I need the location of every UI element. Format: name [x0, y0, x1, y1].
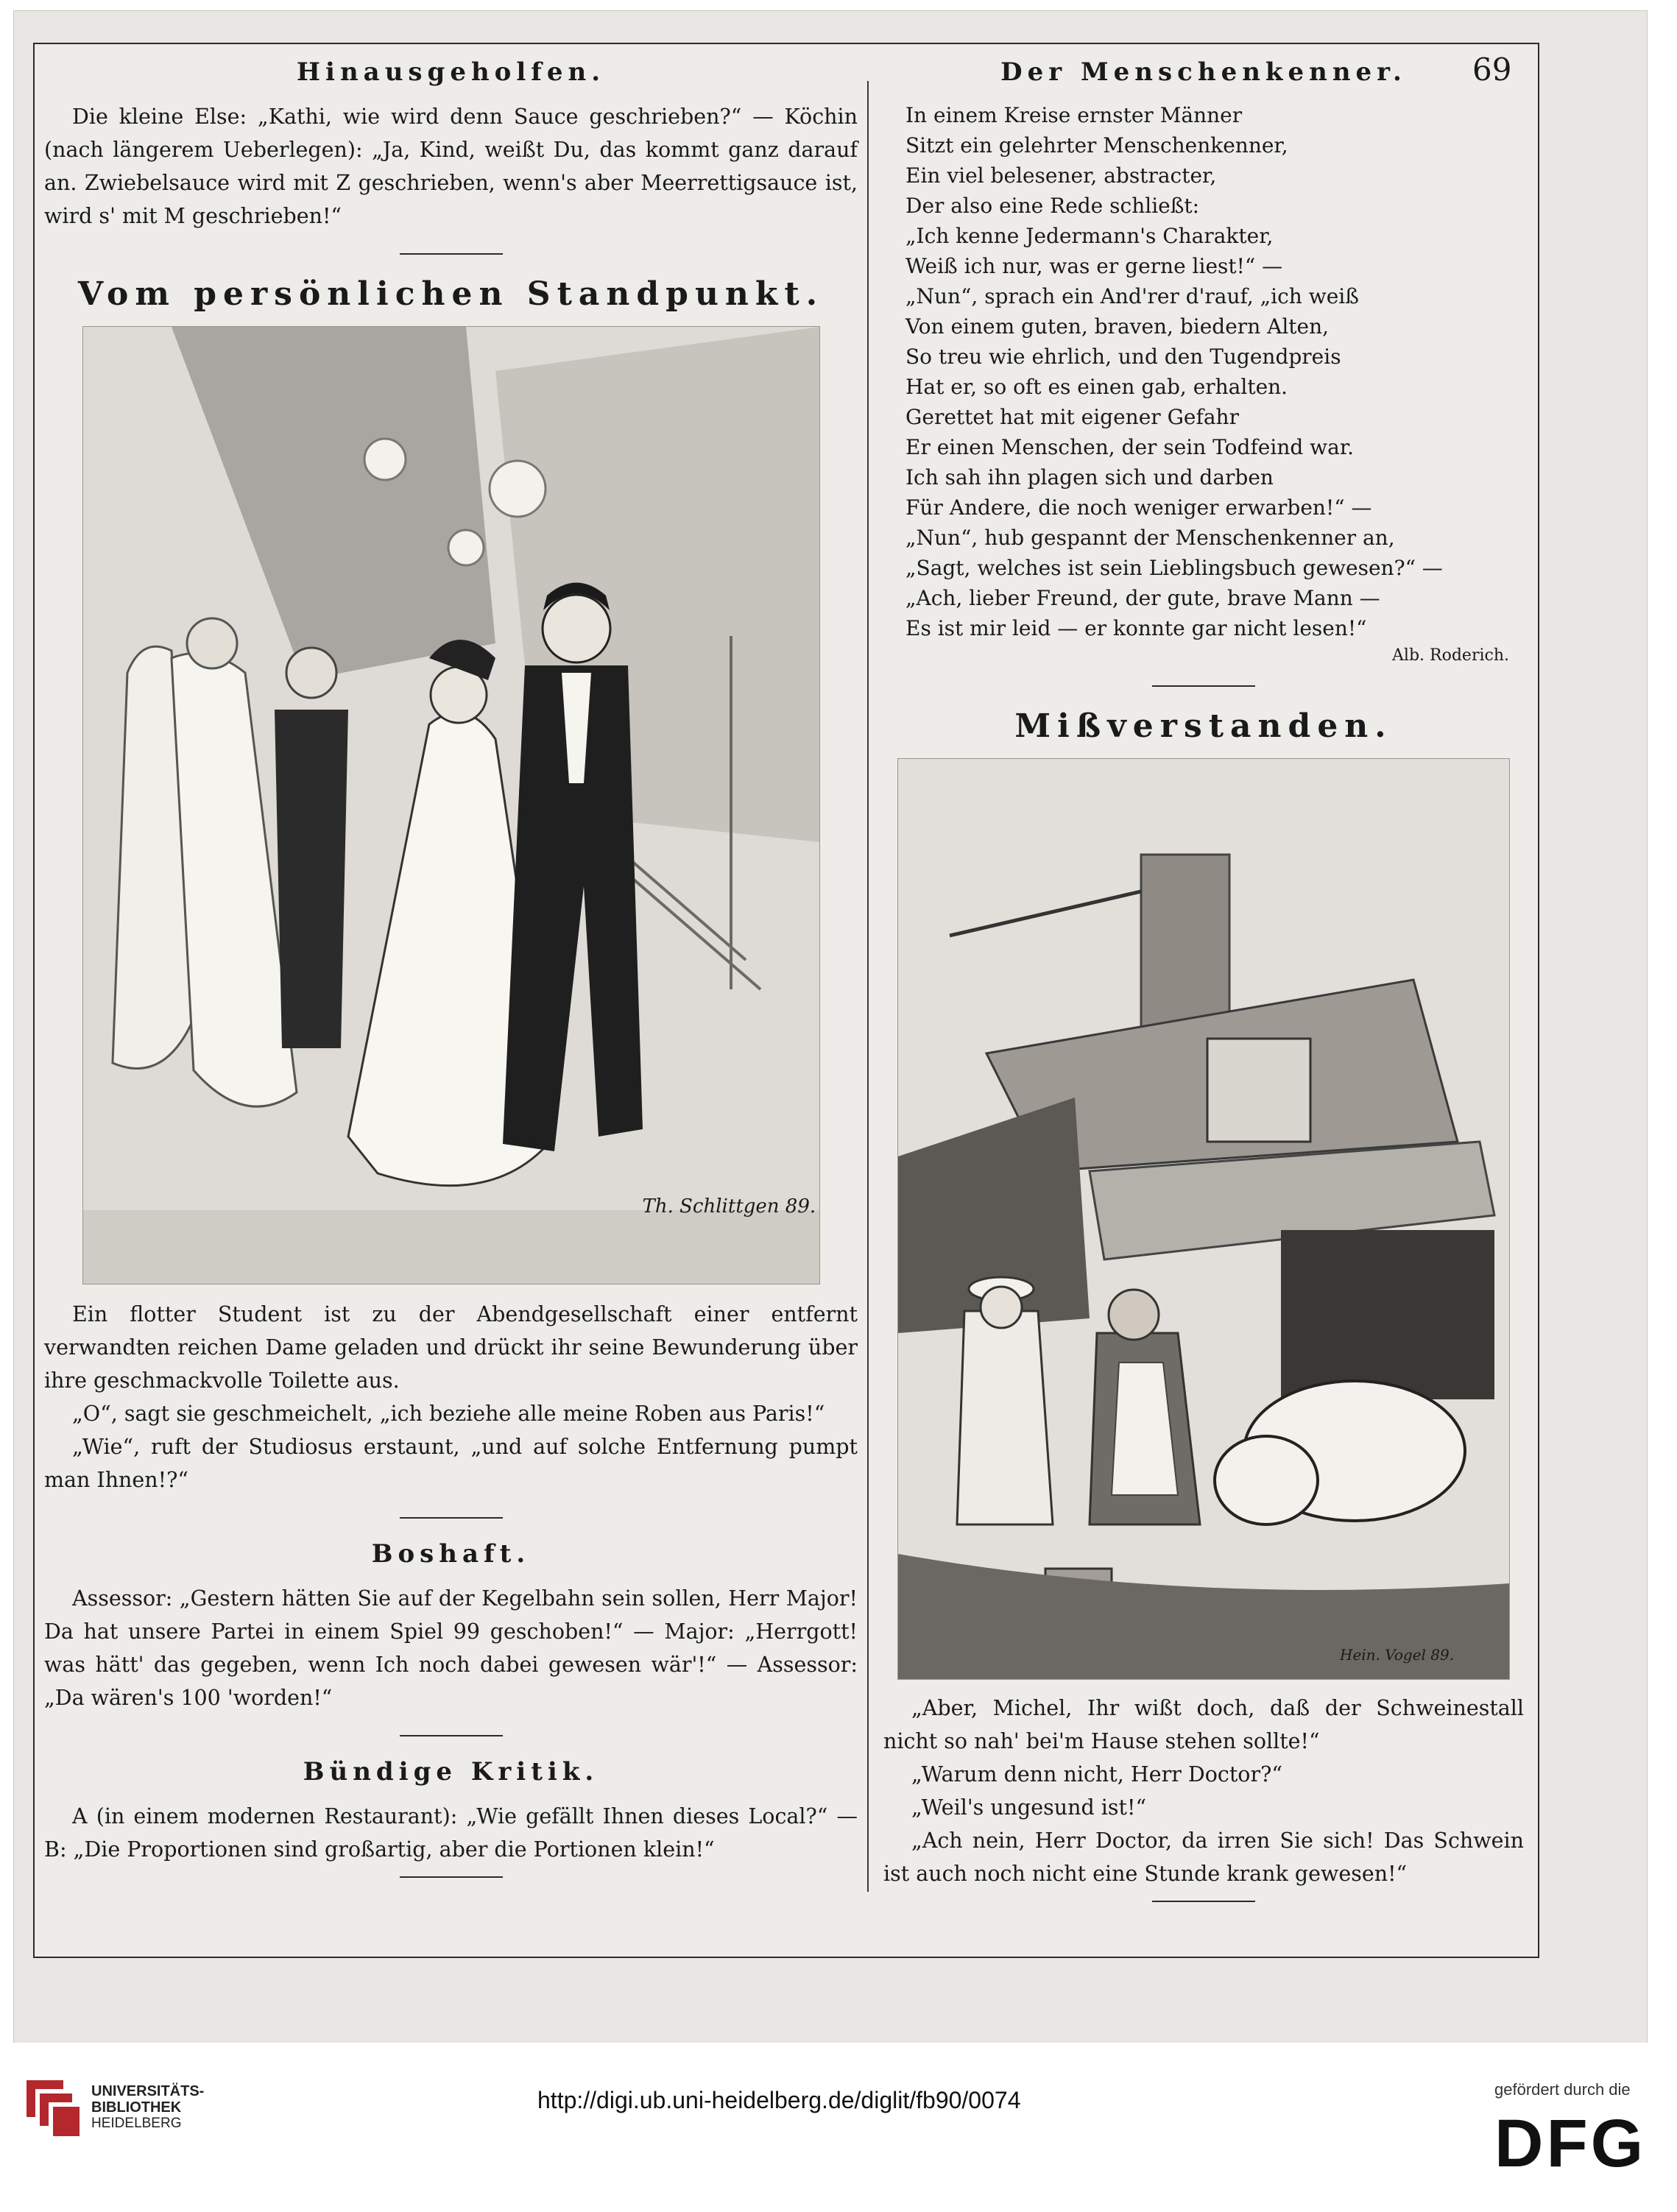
article-hinausgeholfen [44, 100, 858, 233]
poem-line: Für Andere, die noch weniger erwarben!“ — [905, 495, 1372, 520]
poem-line: Weiß ich nur, was er gerne liest!“ — [905, 254, 1283, 278]
paragraph: A (in einem modernen Restaurant): „Wie gefällt Ihnen dieses Local?“ — B: „Die Proportionen sind großartig, aber die Portionen klein!“ [44, 1804, 858, 1862]
section-separator [400, 1517, 503, 1519]
poem-line: „Ach, lieber Freund, der gute, brave Mann — [905, 586, 1380, 610]
poem-line: „Ich kenne Jedermann's Charakter, [905, 224, 1274, 248]
heading-hinausgeholfen: Hinausgeholfen. [296, 57, 606, 87]
article-standpunkt [44, 1298, 858, 1497]
article-missverstanden [883, 1692, 1524, 1890]
viewer-footer [0, 2043, 1677, 2212]
paragraph: „Weil's ungesund ist!“ [911, 1795, 1147, 1820]
funding-label: gefördert durch die [1494, 2080, 1631, 2099]
permalink[interactable]: http://digi.ub.uni-heidelberg.de/diglit/fb90/0074 [537, 2087, 1021, 2113]
logo-line: BIBLIOTHEK [91, 2099, 182, 2116]
article-boshaft [44, 1582, 858, 1714]
poem-menschenkenner [905, 100, 1524, 643]
left-column [44, 57, 858, 1898]
illustration-signature: Hein. Vogel 89. [1340, 1646, 1455, 1664]
section-separator [1152, 1901, 1255, 1902]
pigsty-engraving [898, 759, 1509, 1679]
poem-line: Von einem guten, braven, biedern Alten, [905, 314, 1330, 339]
section-separator [400, 1735, 503, 1736]
poem-line: Ein viel belesener, abstracter, [905, 163, 1217, 188]
logo-line: UNIVERSITÄTS- [91, 2083, 205, 2099]
poem-line: So treu wie ehrlich, und den Tugendpreis [905, 344, 1341, 369]
heading-kritik: Bündige Kritik. [303, 1757, 599, 1787]
university-logo-icon[interactable] [21, 2074, 84, 2142]
dfg-logo[interactable]: DFG [1494, 2106, 1647, 2181]
heading-menschenkenner: Der Menschenkenner. [1000, 57, 1407, 87]
poem-author: Alb. Roderich. [1392, 646, 1509, 665]
poem-line: Er einen Menschen, der sein Todfeind war. [905, 435, 1355, 459]
poem-line: „Nun“, hub gespannt der Menschenkenner an, [905, 526, 1395, 550]
logo-line: HEIDELBERG [91, 2116, 182, 2131]
illustration-ballroom [82, 326, 820, 1285]
article-kritik [44, 1800, 858, 1866]
poem-line: „Nun“, sprach ein And'rer d'rauf, „ich weiß [905, 284, 1359, 308]
paragraph: „Warum denn nicht, Herr Doctor?“ [911, 1762, 1282, 1787]
poem-line: Gerettet hat mit eigener Gefahr [905, 405, 1239, 429]
illustration-pigsty [897, 758, 1510, 1680]
heading-boshaft: Boshaft. [371, 1539, 531, 1569]
paragraph: „Wie“, ruft der Studiosus erstaunt, „und auf solche Entfernung pumpt man Ihnen!?“ [44, 1435, 858, 1492]
section-separator [1152, 685, 1255, 687]
section-separator [400, 253, 503, 255]
paragraph: Die kleine Else: „Kathi, wie wird denn Sauce geschrieben?“ — Köchin (nach längerem Ueberlegen): „Ja, Kind, weißt Du, das kommt ganz darauf an. Zwiebelsauce wird mit Z geschrieben, wenn's aber Meerrettigsauce ist, wird s' mit M geschrieben!“ [44, 105, 858, 228]
illustration-signature: Th. Schlittgen 89. [642, 1195, 816, 1218]
poem-line: Der also eine Rede schließt: [905, 194, 1200, 218]
university-name[interactable] [91, 2083, 204, 2132]
paragraph: Assessor: „Gestern hätten Sie auf der Kegelbahn sein sollen, Herr Major! Da hat unsere Partei in einem Spiel 99 geschoben!“ — Major: „Herrgott! was hätt' das gegeben, wenn Ich noch dabei gewesen wär'!“ — Assessor: „Da wären's 100 'worden!“ [44, 1586, 858, 1710]
poem-line: „Sagt, welches ist sein Lieblingsbuch gewesen?“ — [905, 556, 1443, 580]
poem-line: Hat er, so oft es einen gab, erhalten. [905, 375, 1288, 399]
paragraph: Ein flotter Student ist zu der Abendgesellschaft einer entfernt verwandten reichen Dame geladen und drückt ihr seine Bewunderung über ihre geschmackvolle Toilette aus. [44, 1302, 858, 1393]
ballroom-engraving [83, 327, 819, 1284]
poem-line: Sitzt ein gelehrter Menschenkenner, [905, 133, 1288, 158]
poem-line: Es ist mir leid — er konnte gar nicht lesen!“ [905, 616, 1367, 640]
heading-standpunkt: Vom persönlichen Standpunkt. [77, 275, 825, 313]
poem-line: In einem Kreise ernster Männer [905, 103, 1243, 127]
page-number: 69 [1472, 52, 1512, 88]
heading-missverstanden: Mißverstanden. [1014, 707, 1393, 745]
paragraph: „O“, sagt sie geschmeichelt, „ich beziehe alle meine Roben aus Paris!“ [72, 1402, 825, 1426]
column-divider [867, 81, 869, 1892]
paragraph: „Aber, Michel, Ihr wißt doch, daß der Schweinestall nicht so nah' bei'm Hause stehen sollte!“ [883, 1696, 1524, 1753]
section-separator [400, 1876, 503, 1878]
poem-line: Ich sah ihn plagen sich und darben [905, 465, 1274, 490]
paragraph: „Ach nein, Herr Doctor, da irren Sie sich! Das Schwein ist auch noch nicht eine Stunde krank gewesen!“ [883, 1828, 1524, 1886]
right-column [883, 57, 1524, 1923]
